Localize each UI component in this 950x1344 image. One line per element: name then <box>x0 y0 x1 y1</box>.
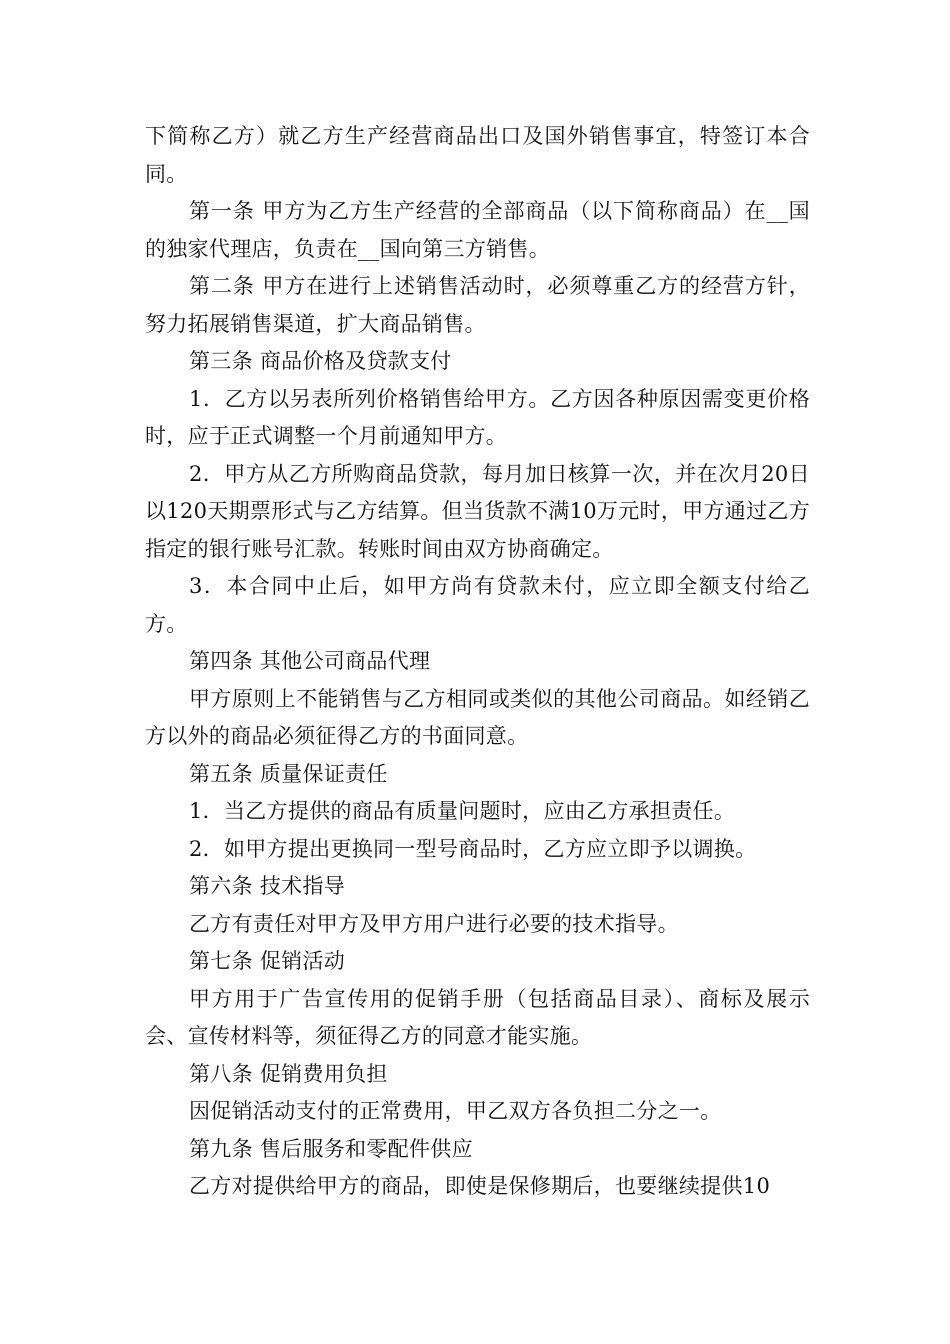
paragraph-article-1: 第一条 甲方为乙方生产经营的全部商品（以下简称商品）在__国的独家代理店，负责在__国向第三方销售。 <box>145 199 810 261</box>
document-body <box>145 118 810 1206</box>
heading-article-8: 第八条 促销费用负担 <box>189 1061 388 1086</box>
paragraph-article-8: 因促销活动支付的正常费用，甲乙双方各负担二分之一。 <box>189 1099 722 1123</box>
paragraph-article-7: 甲方用于广告宣传用的促销手册（包括商品目录）、商标及展示会、宣传材料等，须征得乙方的同意才能实施。 <box>145 986 810 1048</box>
heading-article-9: 第九条 售后服务和零配件供应 <box>189 1136 473 1161</box>
paragraph-article-3-item-3: 3．本合同中止后，如甲方尚有贷款未付，应立即全额支付给乙方。 <box>145 574 810 636</box>
heading-article-6: 第六条 技术指导 <box>189 874 346 898</box>
paragraph-article-4: 甲方原则上不能销售与乙方相同或类似的其他公司商品。如经销乙方以外的商品必须征得乙方的书面同意。 <box>145 686 810 748</box>
paragraph-article-3-item-2: 2．甲方从乙方所购商品贷款，每月加日核算一次，并在次月20日以120天期票形式与乙方结算。但当货款不满10万元时，甲方通过乙方指定的银行账号汇款。转账时间由双方协商确定。 <box>145 461 810 561</box>
heading-article-4: 第四条 其他公司商品代理 <box>189 649 431 673</box>
heading-article-7: 第七条 促销活动 <box>189 949 346 973</box>
heading-article-5: 第五条 质量保证责任 <box>189 761 388 786</box>
paragraph-article-2: 第二条 甲方在进行上述销售活动时，必须尊重乙方的经营方针，努力拓展销售渠道，扩大商品销售。 <box>145 274 810 336</box>
paragraph-article-6: 乙方有责任对甲方及甲方用户进行必要的技术指导。 <box>189 911 679 936</box>
paragraph-article-9: 乙方对提供给甲方的商品，即使是保修期后，也要继续提供10 <box>189 1174 771 1198</box>
paragraph-article-5-item-1: 1．当乙方提供的商品有质量问题时，应由乙方承担责任。 <box>189 799 736 823</box>
paragraph-article-5-item-2: 2．如甲方提出更换同一型号商品时，乙方应立即予以调换。 <box>189 836 757 861</box>
paragraph-article-3-item-1: 1．乙方以另表所列价格销售给甲方。乙方因各种原因需变更价格时，应于正式调整一个月前通知甲方。 <box>145 386 810 448</box>
heading-article-3: 第三条 商品价格及贷款支付 <box>189 349 452 373</box>
paragraph-intro: 下简称乙方）就乙方生产经营商品出口及国外销售事宜，特签订本合同。 <box>145 124 810 186</box>
